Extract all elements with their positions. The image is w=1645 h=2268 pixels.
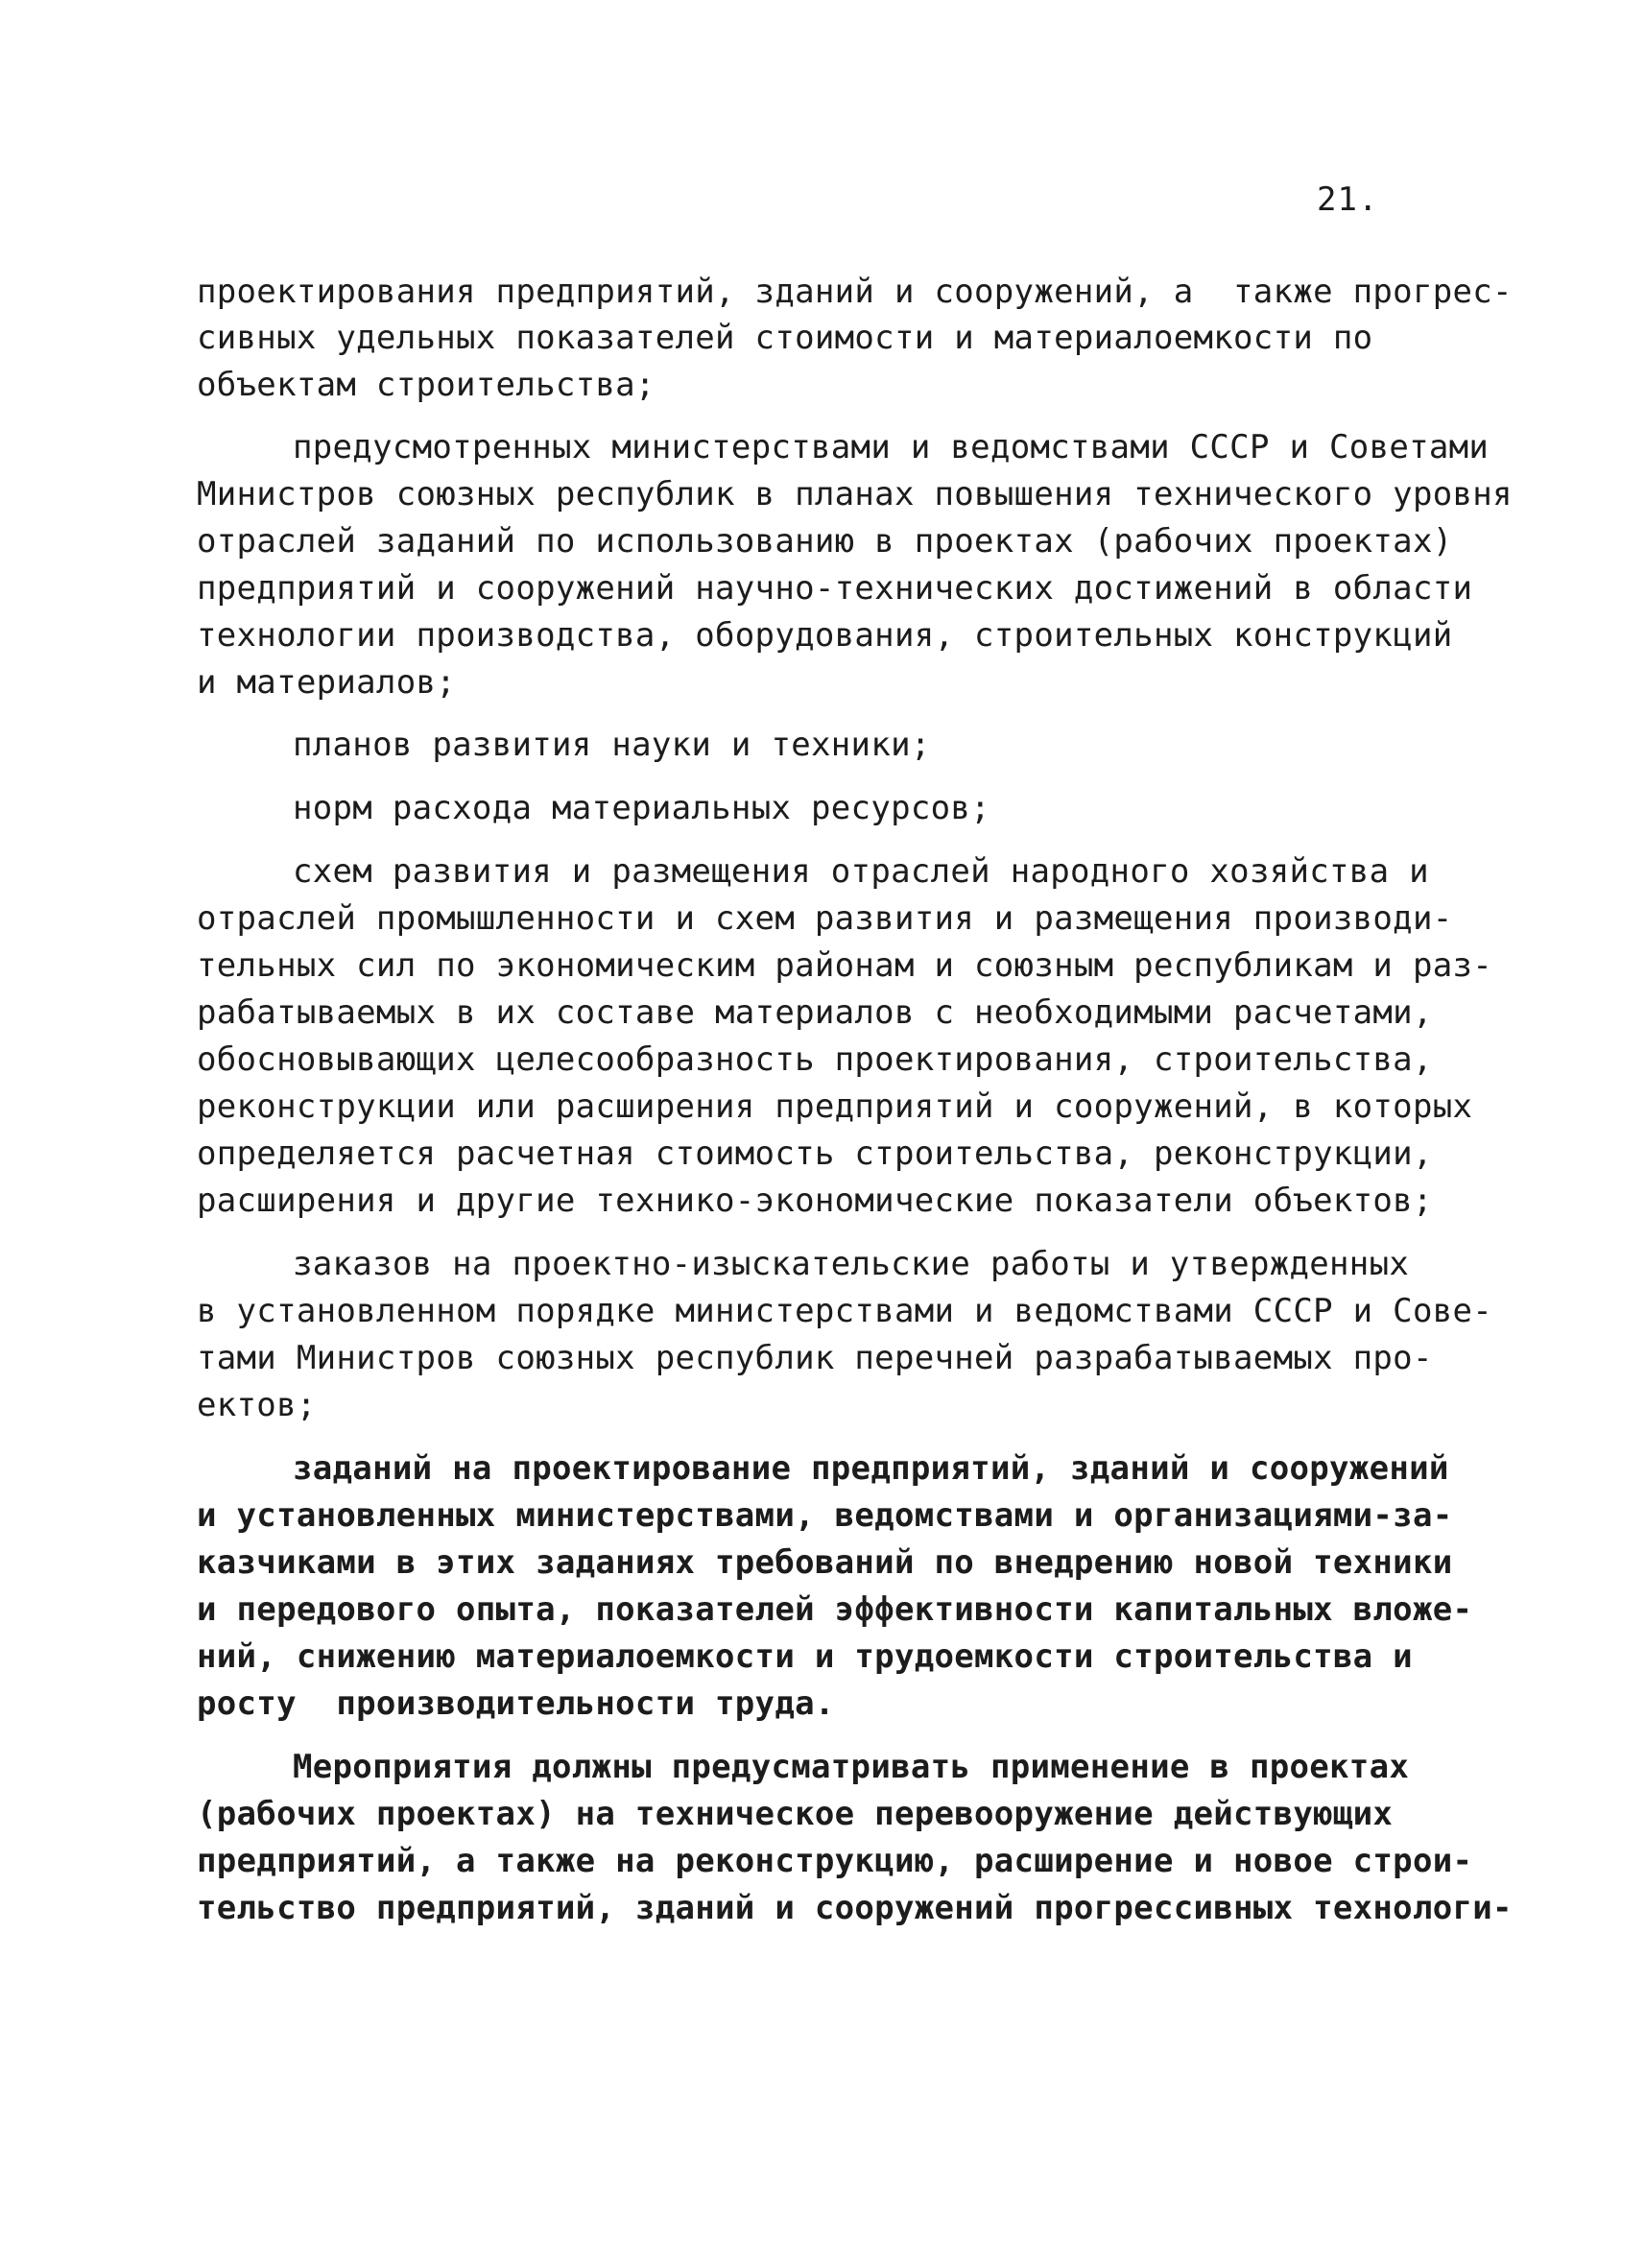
- text-line: и материалов;: [197, 663, 457, 702]
- text-line: планов развития науки и техники;: [293, 726, 931, 764]
- text-line: Мероприятия должны предусматривать применение в проектах: [293, 1748, 1410, 1786]
- text-line: реконструкции или расширения предприятий и сооружений, в которых: [197, 1087, 1473, 1126]
- text-line: тельство предприятий, зданий и сооружений прогрессивных технологи-: [197, 1889, 1513, 1927]
- text-line: сивных удельных показателей стоимости и материалоемкости по: [197, 319, 1373, 357]
- text-line: определяется расчетная стоимость строительства, реконструкции,: [197, 1134, 1433, 1173]
- text-line: в установленном порядке министерствами и ведомствами СССР и Сове-: [197, 1292, 1493, 1330]
- text-line: Министров союзных республик в планах повышения технического уровня: [197, 475, 1513, 513]
- text-line: казчиками в этих заданиях требований по внедрению новой техники: [197, 1543, 1453, 1582]
- text-line: ектов;: [197, 1386, 317, 1424]
- text-line: росту производительности труда.: [197, 1684, 835, 1723]
- text-line: проектирования предприятий, зданий и сооружений, а также прогрес-: [197, 273, 1513, 311]
- text-line: объектам строительства;: [197, 366, 656, 404]
- text-line: ний, снижению материалоемкости и трудоемкости строительства и: [197, 1637, 1413, 1676]
- text-line: заданий на проектирование предприятий, зданий и сооружений: [293, 1449, 1449, 1488]
- text-line: обосновывающих целесообразность проектирования, строительства,: [197, 1040, 1433, 1079]
- text-line: и передового опыта, показателей эффективности капитальных вложе-: [197, 1590, 1473, 1629]
- text-line: (рабочих проектах) на техническое перевооружение действующих: [197, 1795, 1394, 1833]
- text-line: норм расхода материальных ресурсов;: [293, 789, 990, 827]
- text-line: заказов на проектно-изыскательские работы и утвержденных: [293, 1245, 1410, 1283]
- text-line: отраслей заданий по использованию в проектах (рабочих проектах): [197, 522, 1453, 561]
- text-line: тами Министров союзных республик перечней разрабатываемых про-: [197, 1339, 1433, 1377]
- text-line: схем развития и размещения отраслей народного хозяйства и: [293, 852, 1429, 891]
- text-line: технологии производства, оборудования, строительных конструкций: [197, 616, 1453, 655]
- text-line: и установленных министерствами, ведомствами и организациями-за-: [197, 1496, 1453, 1535]
- text-line: рабатываемых в их составе материалов с необходимыми расчетами,: [197, 993, 1433, 1032]
- text-line: расширения и другие технико-экономические показатели объектов;: [197, 1182, 1433, 1220]
- text-line: предприятий и сооружений научно-технических достижений в области: [197, 569, 1473, 608]
- page-number: 21.: [1317, 180, 1379, 219]
- text-line: предусмотренных министерствами и ведомствами СССР и Советами: [293, 428, 1490, 466]
- text-line: отраслей промышленности и схем развития и размещения производи-: [197, 899, 1453, 938]
- text-line: предприятий, а также на реконструкцию, расширение и новое строи-: [197, 1842, 1473, 1880]
- text-line: тельных сил по экономическим районам и союзным республикам и раз-: [197, 946, 1493, 985]
